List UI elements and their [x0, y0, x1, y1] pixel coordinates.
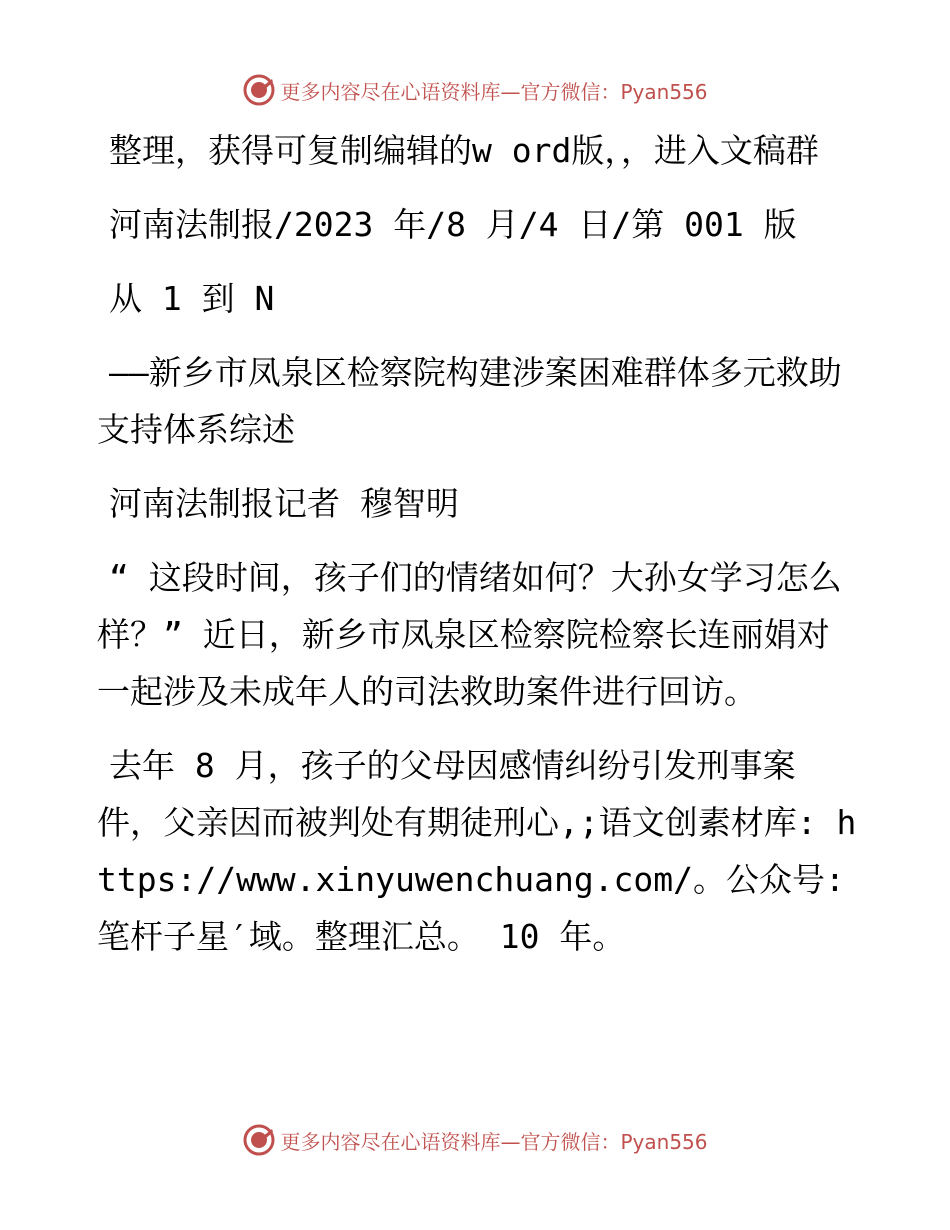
body-paragraph-1: “ 这段时间，孩子们的情绪如何？大孙女学习怎么样？” 近日，新乡市凤泉区检察院检察长连丽娟对一起涉及未成年人的司法救助案件进行回访。: [97, 558, 842, 711]
publication-line: 河南法制报/2023 年/8 月/4 日/第 001 版: [109, 205, 797, 244]
watermark-text: 更多内容尽在心语资料库—官方微信：Pyan556: [280, 1129, 708, 1154]
intro-paragraph: 整理，获得可复制编辑的w ord版，，进入文稿群: [109, 131, 819, 170]
pen-circle-logo-icon: [242, 1123, 276, 1157]
reporter-byline: 河南法制报记者 穆智明: [109, 484, 459, 523]
document-body: [97, 122, 857, 982]
header-watermark: [0, 70, 950, 110]
body-paragraph-2: 去年 8 月，孩子的父母因感情纠纷引发刑事案件，父亲因而被判处有期徒刑心,;语文创素材库: https://www.xinyuwenchuang.com/。公众号: 笔杆子星′域。整理汇总。 10 年。: [97, 746, 857, 956]
watermark-text: 更多内容尽在心语资料库—官方微信：Pyan556: [280, 79, 708, 104]
article-subtitle: ——新乡市凤泉区检察院构建涉案困难群体多元救助支持体系综述: [97, 353, 842, 449]
pen-circle-logo-icon: [242, 73, 276, 107]
article-title: 从 1 到 N: [109, 279, 275, 318]
footer-watermark: [0, 1120, 950, 1160]
